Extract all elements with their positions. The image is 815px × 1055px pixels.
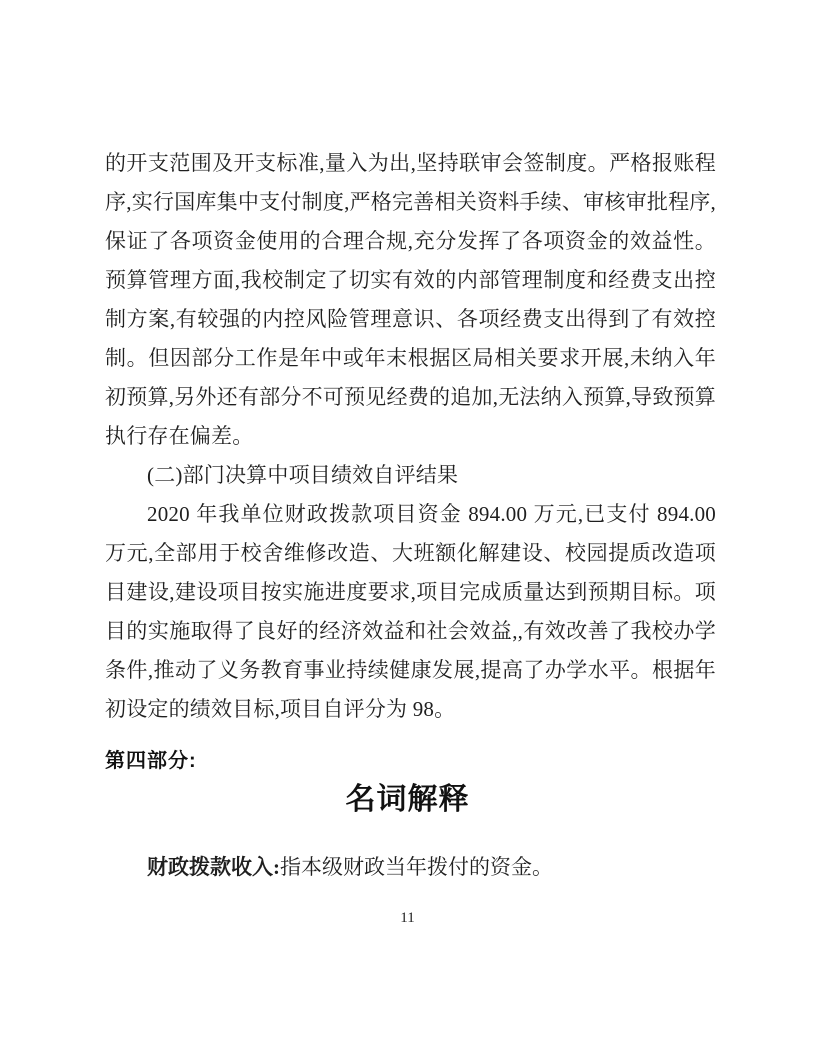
glossary-entry: [105, 853, 716, 881]
body-paragraph-project-performance: 2020 年我单位财政拨款项目资金 894.00 万元,已支付 894.00 万元,全部用于校舍维修改造、大班额化解建设、校园提质改造项目建设,建设项目按实施进度要求,项目完成质量达到预期目标。项目的实施取得了良好的经济效益和社会效益,,有效改善了我校办学条件,推动了义务教育事业持续健康发展,提高了办学水平。根据年初设定的绩效目标,项目自评分为 98。: [105, 502, 716, 721]
glossary-definition: 指本级财政当年拨付的资金。: [280, 855, 553, 879]
body-text-block: [105, 144, 716, 729]
page-number: 11: [400, 910, 415, 926]
section-subheading-performance-self-evaluation: (二)部门决算中项目绩效自评结果: [147, 463, 459, 487]
glossary-term: 财政拨款收入:: [147, 855, 280, 879]
part-four-label: 第四部分:: [105, 750, 197, 772]
body-paragraph-budget-management: 的开支范围及开支标准,量入为出,坚持联审会签制度。严格报账程序,实行国库集中支付制度,严格完善相关资料手续、审核审批程序,保证了各项资金使用的合理合规,充分发挥了各项资金的效益性。预算管理方面,我校制定了切实有效的内部管理制度和经费支出控制方案,有较强的内控风险管理意识、各项经费支出得到了有效控制。但因部分工作是年中或年末根据区局相关要求开展,未纳入年初预算,另外还有部分不可预见经费的追加,无法纳入预算,导致预算执行存在偏差。: [105, 151, 716, 448]
glossary-title: 名词解释: [345, 783, 470, 816]
